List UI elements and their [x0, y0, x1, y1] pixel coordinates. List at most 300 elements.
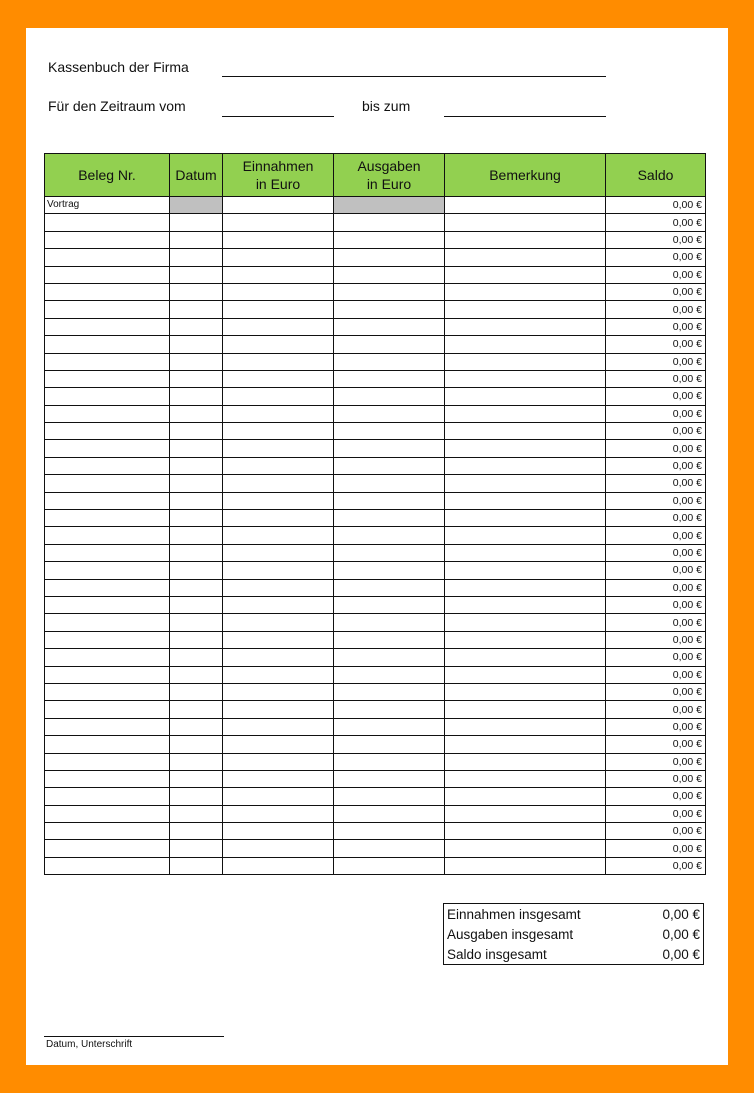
beleg-cell[interactable]: [45, 492, 170, 509]
table-row: [45, 788, 706, 805]
table-row: [45, 475, 706, 492]
signature-line[interactable]: [44, 1036, 224, 1037]
header-datum: Datum: [170, 154, 223, 197]
table-row: [45, 510, 706, 527]
einnahmen-cell[interactable]: [223, 405, 334, 422]
datum-cell[interactable]: [170, 840, 223, 857]
bemerkung-cell[interactable]: [445, 579, 606, 596]
ausgaben-cell[interactable]: [334, 666, 445, 683]
saldo-cell: 0,00 €: [606, 510, 706, 527]
einnahmen-cell[interactable]: [223, 596, 334, 613]
einnahmen-cell[interactable]: [223, 840, 334, 857]
beleg-cell[interactable]: [45, 440, 170, 457]
datum-cell[interactable]: [170, 353, 223, 370]
beleg-cell[interactable]: [45, 544, 170, 561]
einnahmen-cell[interactable]: [223, 283, 334, 300]
period-from-line[interactable]: [222, 116, 334, 117]
beleg-cell[interactable]: [45, 423, 170, 440]
bemerkung-cell[interactable]: [445, 736, 606, 753]
einnahmen-cell[interactable]: [223, 823, 334, 840]
bemerkung-cell[interactable]: [445, 770, 606, 787]
saldo-cell: 0,00 €: [606, 440, 706, 457]
saldo-cell: 0,00 €: [606, 423, 706, 440]
header-beleg-nr: Beleg Nr.: [45, 154, 170, 197]
ausgaben-cell[interactable]: [334, 318, 445, 335]
einnahmen-cell[interactable]: [223, 527, 334, 544]
ausgaben-cell[interactable]: [334, 596, 445, 613]
einnahmen-cell[interactable]: [223, 301, 334, 318]
datum-cell[interactable]: [170, 562, 223, 579]
datum-cell[interactable]: [170, 649, 223, 666]
beleg-cell[interactable]: [45, 649, 170, 666]
table-row: [45, 718, 706, 735]
bemerkung-cell[interactable]: [445, 805, 606, 822]
saldo-cell: 0,00 €: [606, 770, 706, 787]
beleg-cell[interactable]: [45, 596, 170, 613]
ausgaben-cell[interactable]: [334, 301, 445, 318]
summary-value: 0,00 €: [662, 906, 700, 922]
table-row: [45, 631, 706, 648]
ausgaben-cell[interactable]: [334, 370, 445, 387]
table-row: [45, 701, 706, 718]
bemerkung-cell[interactable]: [445, 527, 606, 544]
bemerkung-cell[interactable]: [445, 666, 606, 683]
table-row: [45, 336, 706, 353]
datum-cell[interactable]: [170, 596, 223, 613]
datum-cell[interactable]: [170, 492, 223, 509]
beleg-cell: Vortrag: [45, 197, 170, 214]
beleg-cell[interactable]: [45, 475, 170, 492]
saldo-cell: 0,00 €: [606, 596, 706, 613]
ausgaben-cell[interactable]: [334, 510, 445, 527]
table-row: [45, 614, 706, 631]
table-row: [45, 197, 706, 214]
table-row: [45, 266, 706, 283]
table-row: [45, 440, 706, 457]
ausgaben-cell[interactable]: [334, 718, 445, 735]
datum-cell[interactable]: [170, 579, 223, 596]
saldo-cell: 0,00 €: [606, 805, 706, 822]
summary-label: Ausgaben insgesamt: [447, 926, 574, 942]
saldo-cell: 0,00 €: [606, 736, 706, 753]
ausgaben-cell[interactable]: [334, 614, 445, 631]
saldo-cell: 0,00 €: [606, 214, 706, 231]
bemerkung-cell[interactable]: [445, 823, 606, 840]
datum-cell[interactable]: [170, 440, 223, 457]
saldo-cell: 0,00 €: [606, 788, 706, 805]
saldo-cell: 0,00 €: [606, 475, 706, 492]
summary-label: Saldo insgesamt: [447, 946, 547, 962]
saldo-cell: 0,00 €: [606, 683, 706, 700]
datum-cell[interactable]: [170, 736, 223, 753]
einnahmen-cell[interactable]: [223, 718, 334, 735]
saldo-cell: 0,00 €: [606, 527, 706, 544]
ausgaben-cell[interactable]: [334, 440, 445, 457]
table-row: [45, 249, 706, 266]
einnahmen-cell[interactable]: [223, 353, 334, 370]
saldo-cell: 0,00 €: [606, 492, 706, 509]
datum-cell[interactable]: [170, 701, 223, 718]
einnahmen-cell[interactable]: [223, 231, 334, 248]
bemerkung-cell[interactable]: [445, 649, 606, 666]
signature-label: Datum, Unterschrift: [46, 1039, 133, 1050]
einnahmen-cell[interactable]: [223, 370, 334, 387]
datum-cell[interactable]: [170, 770, 223, 787]
table-row: [45, 353, 706, 370]
beleg-cell[interactable]: [45, 736, 170, 753]
bemerkung-cell[interactable]: [445, 614, 606, 631]
table-row: [45, 805, 706, 822]
datum-cell[interactable]: [170, 423, 223, 440]
saldo-cell: 0,00 €: [606, 701, 706, 718]
beleg-cell[interactable]: [45, 231, 170, 248]
saldo-cell: 0,00 €: [606, 544, 706, 561]
einnahmen-cell[interactable]: [223, 492, 334, 509]
einnahmen-cell[interactable]: [223, 214, 334, 231]
table-row: [45, 596, 706, 613]
saldo-cell: 0,00 €: [606, 353, 706, 370]
datum-cell[interactable]: [170, 805, 223, 822]
datum-cell[interactable]: [170, 788, 223, 805]
bemerkung-cell[interactable]: [445, 840, 606, 857]
saldo-cell: 0,00 €: [606, 283, 706, 300]
bemerkung-cell[interactable]: [445, 475, 606, 492]
ledger-body: [45, 197, 706, 875]
table-row: [45, 736, 706, 753]
bemerkung-cell[interactable]: [445, 788, 606, 805]
datum-cell[interactable]: [170, 857, 223, 874]
summary-value: 0,00 €: [662, 926, 700, 942]
datum-cell[interactable]: [170, 214, 223, 231]
einnahmen-cell[interactable]: [223, 579, 334, 596]
ausgaben-cell[interactable]: [334, 214, 445, 231]
beleg-cell[interactable]: [45, 301, 170, 318]
bemerkung-cell[interactable]: [445, 266, 606, 283]
einnahmen-cell[interactable]: [223, 197, 334, 214]
bemerkung-cell[interactable]: [445, 596, 606, 613]
ausgaben-cell[interactable]: [334, 457, 445, 474]
datum-cell[interactable]: [170, 231, 223, 248]
ausgaben-cell[interactable]: [334, 405, 445, 422]
einnahmen-cell[interactable]: [223, 857, 334, 874]
einnahmen-cell[interactable]: [223, 423, 334, 440]
table-row: [45, 666, 706, 683]
einnahmen-cell[interactable]: [223, 266, 334, 283]
datum-cell[interactable]: [170, 475, 223, 492]
datum-cell[interactable]: [170, 283, 223, 300]
saldo-cell: 0,00 €: [606, 405, 706, 422]
beleg-cell[interactable]: [45, 283, 170, 300]
beleg-cell[interactable]: [45, 770, 170, 787]
einnahmen-cell[interactable]: [223, 544, 334, 561]
beleg-cell[interactable]: [45, 370, 170, 387]
bemerkung-cell[interactable]: [445, 405, 606, 422]
beleg-cell[interactable]: [45, 614, 170, 631]
period-from-label: Für den Zeitraum vom: [48, 98, 186, 114]
saldo-cell: 0,00 €: [606, 579, 706, 596]
saldo-cell: 0,00 €: [606, 301, 706, 318]
ausgaben-cell[interactable]: [334, 266, 445, 283]
table-row: [45, 214, 706, 231]
ausgaben-cell[interactable]: [334, 562, 445, 579]
bemerkung-cell[interactable]: [445, 631, 606, 648]
ausgaben-cell[interactable]: [334, 231, 445, 248]
ausgaben-cell[interactable]: [334, 353, 445, 370]
bemerkung-cell[interactable]: [445, 492, 606, 509]
header-saldo: Saldo: [606, 154, 706, 197]
ausgaben-cell[interactable]: [334, 736, 445, 753]
datum-cell[interactable]: [170, 614, 223, 631]
beleg-cell[interactable]: [45, 318, 170, 335]
table-header-row: [45, 154, 706, 197]
bemerkung-cell[interactable]: [445, 231, 606, 248]
einnahmen-cell[interactable]: [223, 805, 334, 822]
table-row: [45, 823, 706, 840]
datum-cell[interactable]: [170, 683, 223, 700]
table-row: [45, 283, 706, 300]
ausgaben-cell[interactable]: [334, 857, 445, 874]
summary-row: [444, 944, 704, 965]
summary-label: Einnahmen insgesamt: [447, 906, 581, 922]
ausgaben-cell[interactable]: [334, 388, 445, 405]
table-row: [45, 301, 706, 318]
datum-cell[interactable]: [170, 753, 223, 770]
company-name-line[interactable]: [222, 76, 606, 77]
table-row: [45, 649, 706, 666]
ausgaben-cell[interactable]: [334, 770, 445, 787]
ausgaben-cell[interactable]: [334, 249, 445, 266]
header-ausgaben: Ausgaben in Euro: [334, 154, 445, 197]
einnahmen-cell[interactable]: [223, 753, 334, 770]
beleg-cell[interactable]: [45, 388, 170, 405]
einnahmen-cell[interactable]: [223, 631, 334, 648]
table-row: [45, 562, 706, 579]
beleg-cell[interactable]: [45, 510, 170, 527]
saldo-cell: 0,00 €: [606, 631, 706, 648]
datum-cell[interactable]: [170, 718, 223, 735]
table-row: [45, 579, 706, 596]
bemerkung-cell[interactable]: [445, 249, 606, 266]
einnahmen-cell[interactable]: [223, 666, 334, 683]
einnahmen-cell[interactable]: [223, 562, 334, 579]
bemerkung-cell[interactable]: [445, 353, 606, 370]
saldo-cell: 0,00 €: [606, 388, 706, 405]
ausgaben-cell[interactable]: [334, 527, 445, 544]
beleg-cell[interactable]: [45, 631, 170, 648]
saldo-cell: 0,00 €: [606, 840, 706, 857]
datum-cell[interactable]: [170, 249, 223, 266]
ausgaben-cell[interactable]: [334, 701, 445, 718]
beleg-cell[interactable]: [45, 266, 170, 283]
ausgaben-cell[interactable]: [334, 336, 445, 353]
ausgaben-cell[interactable]: [334, 492, 445, 509]
ausgaben-cell[interactable]: [334, 840, 445, 857]
beleg-cell[interactable]: [45, 823, 170, 840]
summary-row: [444, 924, 704, 944]
table-row: [45, 857, 706, 874]
saldo-cell: 0,00 €: [606, 266, 706, 283]
einnahmen-cell[interactable]: [223, 336, 334, 353]
einnahmen-cell[interactable]: [223, 649, 334, 666]
einnahmen-cell[interactable]: [223, 318, 334, 335]
bemerkung-cell[interactable]: [445, 753, 606, 770]
period-to-label: bis zum: [362, 98, 411, 114]
bemerkung-cell[interactable]: [445, 370, 606, 387]
bemerkung-cell[interactable]: [445, 683, 606, 700]
einnahmen-cell[interactable]: [223, 701, 334, 718]
summary-row: [444, 904, 704, 925]
datum-cell[interactable]: [170, 388, 223, 405]
bemerkung-cell[interactable]: [445, 318, 606, 335]
summary-box: [443, 903, 704, 965]
einnahmen-cell[interactable]: [223, 614, 334, 631]
einnahmen-cell[interactable]: [223, 457, 334, 474]
bemerkung-cell[interactable]: [445, 701, 606, 718]
saldo-cell: 0,00 €: [606, 823, 706, 840]
ausgaben-cell[interactable]: [334, 823, 445, 840]
beleg-cell[interactable]: [45, 666, 170, 683]
einnahmen-cell[interactable]: [223, 388, 334, 405]
datum-cell[interactable]: [170, 405, 223, 422]
beleg-cell[interactable]: [45, 336, 170, 353]
table-row: [45, 423, 706, 440]
beleg-cell[interactable]: [45, 840, 170, 857]
bemerkung-cell[interactable]: [445, 214, 606, 231]
saldo-cell: 0,00 €: [606, 718, 706, 735]
saldo-cell: 0,00 €: [606, 857, 706, 874]
table-row: [45, 527, 706, 544]
beleg-cell[interactable]: [45, 788, 170, 805]
einnahmen-cell[interactable]: [223, 736, 334, 753]
beleg-cell[interactable]: [45, 457, 170, 474]
ausgaben-cell[interactable]: [334, 544, 445, 561]
beleg-cell[interactable]: [45, 701, 170, 718]
ledger-table: [44, 153, 706, 875]
saldo-cell: 0,00 €: [606, 649, 706, 666]
beleg-cell[interactable]: [45, 562, 170, 579]
table-row: [45, 231, 706, 248]
einnahmen-cell[interactable]: [223, 683, 334, 700]
ausgaben-cell[interactable]: [334, 788, 445, 805]
beleg-cell[interactable]: [45, 857, 170, 874]
datum-cell[interactable]: [170, 336, 223, 353]
bemerkung-cell[interactable]: [445, 301, 606, 318]
datum-cell[interactable]: [170, 544, 223, 561]
ausgaben-cell[interactable]: [334, 649, 445, 666]
ausgaben-cell[interactable]: [334, 475, 445, 492]
ausgaben-cell[interactable]: [334, 197, 445, 214]
company-label: Kassenbuch der Firma: [48, 59, 189, 75]
datum-cell[interactable]: [170, 823, 223, 840]
header-bemerkung: Bemerkung: [445, 154, 606, 197]
einnahmen-cell[interactable]: [223, 440, 334, 457]
header-einnahmen: Einnahmen in Euro: [223, 154, 334, 197]
beleg-cell[interactable]: [45, 405, 170, 422]
saldo-cell: 0,00 €: [606, 457, 706, 474]
ausgaben-cell[interactable]: [334, 423, 445, 440]
bemerkung-cell[interactable]: [445, 718, 606, 735]
table-row: [45, 840, 706, 857]
ausgaben-cell[interactable]: [334, 683, 445, 700]
ausgaben-cell[interactable]: [334, 631, 445, 648]
saldo-cell: 0,00 €: [606, 370, 706, 387]
table-row: [45, 405, 706, 422]
saldo-cell: 0,00 €: [606, 614, 706, 631]
bemerkung-cell[interactable]: [445, 562, 606, 579]
beleg-cell[interactable]: [45, 527, 170, 544]
table-row: [45, 683, 706, 700]
beleg-cell[interactable]: [45, 249, 170, 266]
beleg-cell[interactable]: [45, 683, 170, 700]
ausgaben-cell[interactable]: [334, 579, 445, 596]
datum-cell[interactable]: [170, 370, 223, 387]
beleg-cell[interactable]: [45, 753, 170, 770]
table-row: [45, 318, 706, 335]
beleg-cell[interactable]: [45, 805, 170, 822]
ausgaben-cell[interactable]: [334, 283, 445, 300]
ledger-sheet: [26, 28, 728, 1065]
ausgaben-cell[interactable]: [334, 753, 445, 770]
bemerkung-cell[interactable]: [445, 283, 606, 300]
beleg-cell[interactable]: [45, 718, 170, 735]
table-row: [45, 544, 706, 561]
beleg-cell[interactable]: [45, 353, 170, 370]
datum-cell[interactable]: [170, 510, 223, 527]
einnahmen-cell[interactable]: [223, 249, 334, 266]
bemerkung-cell[interactable]: [445, 440, 606, 457]
datum-cell[interactable]: [170, 266, 223, 283]
period-to-line[interactable]: [444, 116, 606, 117]
bemerkung-cell[interactable]: [445, 544, 606, 561]
beleg-cell[interactable]: [45, 214, 170, 231]
table-row: [45, 753, 706, 770]
beleg-cell[interactable]: [45, 579, 170, 596]
datum-cell[interactable]: [170, 197, 223, 214]
saldo-cell: 0,00 €: [606, 197, 706, 214]
saldo-cell: 0,00 €: [606, 666, 706, 683]
bemerkung-cell[interactable]: [445, 857, 606, 874]
bemerkung-cell[interactable]: [445, 336, 606, 353]
datum-cell[interactable]: [170, 318, 223, 335]
bemerkung-cell[interactable]: [445, 388, 606, 405]
datum-cell[interactable]: [170, 631, 223, 648]
table-row: [45, 370, 706, 387]
table-row: [45, 388, 706, 405]
table-row: [45, 770, 706, 787]
datum-cell[interactable]: [170, 527, 223, 544]
table-row: [45, 492, 706, 509]
datum-cell[interactable]: [170, 301, 223, 318]
bemerkung-cell[interactable]: [445, 423, 606, 440]
ausgaben-cell[interactable]: [334, 805, 445, 822]
einnahmen-cell[interactable]: [223, 788, 334, 805]
datum-cell[interactable]: [170, 666, 223, 683]
table-row: [45, 457, 706, 474]
bemerkung-cell[interactable]: [445, 197, 606, 214]
einnahmen-cell[interactable]: [223, 475, 334, 492]
saldo-cell: 0,00 €: [606, 318, 706, 335]
bemerkung-cell[interactable]: [445, 510, 606, 527]
einnahmen-cell[interactable]: [223, 510, 334, 527]
datum-cell[interactable]: [170, 457, 223, 474]
bemerkung-cell[interactable]: [445, 457, 606, 474]
einnahmen-cell[interactable]: [223, 770, 334, 787]
saldo-cell: 0,00 €: [606, 562, 706, 579]
saldo-cell: 0,00 €: [606, 231, 706, 248]
summary-value: 0,00 €: [662, 946, 700, 962]
saldo-cell: 0,00 €: [606, 249, 706, 266]
saldo-cell: 0,00 €: [606, 336, 706, 353]
